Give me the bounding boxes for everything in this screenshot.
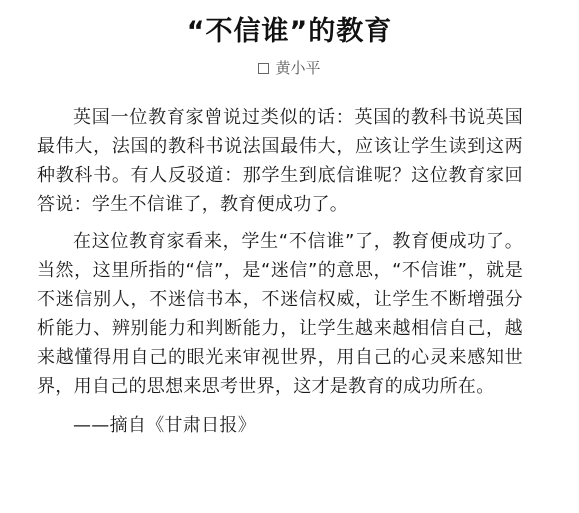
paragraph-2: 在这位教育家看来，学生“不信谁”了，教育便成功了。当然，这里所指的“信”，是“迷信”的意思，“不信谁”，就是不迷信别人，不迷信书本，不迷信权威，让学生不断增强分析能力、辨别能力和判断能力，让学生越来越相信自己，越来越懂得用自己的眼光来审视世界，用自己的心灵来感知世界，用自己的思想来思考世界，这才是教育的成功所在。 [37,231,523,397]
author-byline [0,58,579,78]
article-body [37,103,523,440]
article-title: “不信谁”的教育 [186,16,393,47]
author-name: 黄小平 [275,59,321,77]
square-marker-icon [258,63,269,74]
source-citation: ——摘自《甘肃日报》 [73,415,256,436]
paragraph-1: 英国一位教育家曾说过类似的话：英国的教科书说英国最伟大，法国的教科书说法国最伟大，应该让学生读到这两种教科书。有人反驳道：那学生到底信谁呢？这位教育家回答说：学生不信谁了，教育便成功了。 [37,107,523,215]
